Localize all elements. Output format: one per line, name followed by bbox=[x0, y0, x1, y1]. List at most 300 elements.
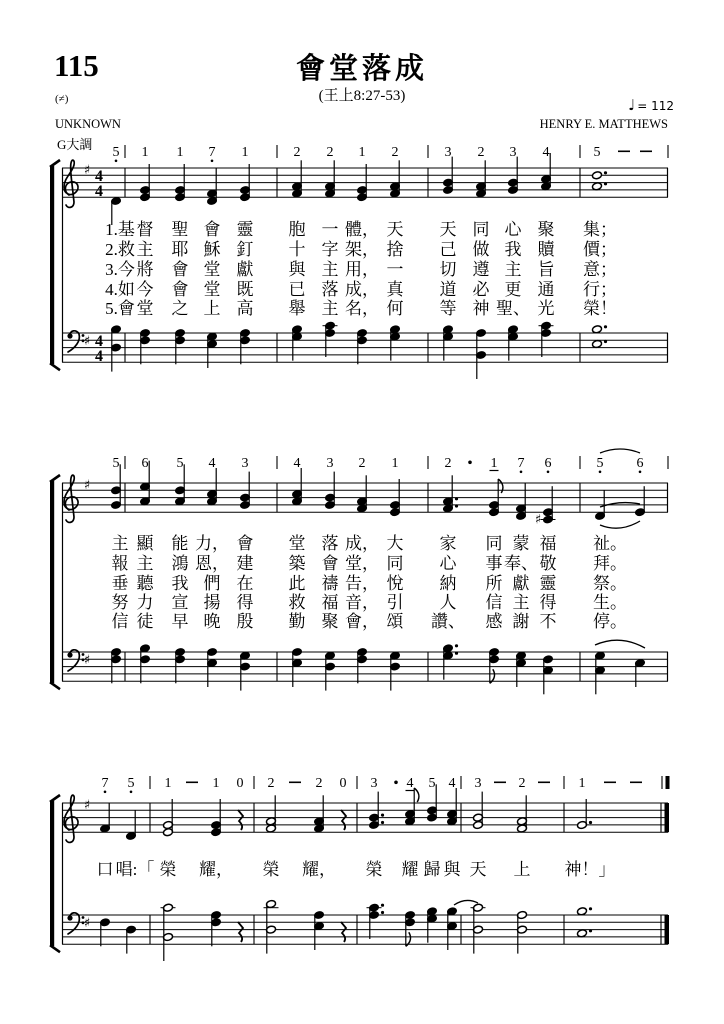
note-column bbox=[390, 651, 401, 690]
lyric-syllable: 切 bbox=[439, 260, 457, 279]
lyric-syllable: 堂 bbox=[288, 534, 306, 553]
lyric-syllable: 心 bbox=[439, 554, 457, 573]
lyric-syllable: 福 bbox=[539, 534, 557, 553]
lyric-syllable: 主 bbox=[321, 299, 339, 318]
lyric-syllable: 口 bbox=[96, 860, 114, 879]
lyric-syllable: 榮 bbox=[365, 860, 383, 879]
jianpu-number: 5 bbox=[428, 776, 436, 791]
jianpu-number: 7 bbox=[101, 776, 109, 791]
lyric-syllable: 主 bbox=[136, 554, 154, 573]
lyric-syllable: 體， bbox=[345, 220, 379, 239]
lyric-syllable: 力 bbox=[136, 593, 154, 612]
note-column bbox=[443, 475, 458, 513]
lyric-syllable: 事 bbox=[485, 554, 503, 573]
note-column bbox=[111, 464, 122, 509]
note-column bbox=[476, 329, 487, 379]
augmentation-dot bbox=[589, 929, 592, 932]
lyric-syllable: 會 bbox=[171, 260, 189, 279]
augmentation-dot bbox=[455, 644, 458, 647]
lyric-syllable: 穌 bbox=[203, 240, 221, 259]
lyric-syllable: 獻 bbox=[236, 260, 254, 279]
lyric-syllable: 此 bbox=[288, 574, 306, 593]
jianpu-number: 3 bbox=[326, 456, 334, 471]
lyric-syllable: 信 bbox=[111, 612, 129, 631]
augmentation-dot bbox=[604, 171, 607, 174]
lyric-syllable: 與 bbox=[443, 860, 461, 879]
jianpu-number: 5 bbox=[127, 776, 135, 791]
composer-credit: HENRY E. MATTHEWS bbox=[539, 117, 668, 131]
bass-clef-icon bbox=[67, 913, 84, 934]
lyric-syllable: 早 bbox=[171, 612, 189, 631]
bass-clef-icon bbox=[67, 650, 84, 671]
note-column bbox=[341, 810, 346, 830]
lyric-syllable: 宣 bbox=[171, 593, 189, 612]
lyric-syllable: 聖、 bbox=[496, 299, 530, 318]
jianpu-number: 3 bbox=[444, 145, 452, 160]
quarter-rest bbox=[341, 810, 346, 830]
bracket-hook-top bbox=[50, 160, 60, 167]
jianpu-number: 4 bbox=[293, 456, 301, 471]
jianpu-number: 1 bbox=[490, 456, 498, 471]
lyric-syllable: 已 bbox=[288, 280, 306, 299]
lyric-syllable: 引 bbox=[386, 593, 404, 612]
lyric-syllable: 一 bbox=[321, 220, 339, 239]
note-column bbox=[390, 160, 401, 198]
note-column bbox=[341, 922, 346, 942]
lyric-syllable: 耶 bbox=[171, 240, 189, 259]
note-column bbox=[207, 468, 218, 506]
jianpu-number: 2 bbox=[326, 145, 334, 160]
page-title: 會堂落成 bbox=[295, 53, 428, 85]
lyric-syllable: 所 bbox=[485, 574, 503, 593]
jianpu-number: 7 bbox=[517, 456, 525, 471]
lyric-syllable: 納 bbox=[439, 574, 457, 593]
scripture-reference: (王上8:27-53) bbox=[318, 88, 406, 104]
jianpu-low-octave-dot bbox=[520, 471, 523, 474]
lyric-syllable: 報 bbox=[111, 554, 129, 573]
jianpu-number: 4 bbox=[448, 776, 456, 791]
jianpu-number: 2 bbox=[358, 456, 366, 471]
lyric-syllable: 4.如 bbox=[105, 280, 135, 299]
lyric-syllable: 主 bbox=[321, 260, 339, 279]
slur bbox=[600, 521, 640, 528]
augmentation-dot bbox=[381, 821, 384, 824]
jianpu-low-octave-dot bbox=[547, 471, 550, 474]
lyric-syllable: 與 bbox=[288, 260, 306, 279]
note-column bbox=[325, 160, 336, 198]
lyric-syllable: 更 bbox=[504, 280, 522, 299]
lyric-syllable: 3.今 bbox=[105, 260, 135, 279]
lyric-syllable: 高 bbox=[236, 299, 254, 318]
lyric-syllable: 主 bbox=[504, 260, 522, 279]
jianpu-number: 2 bbox=[315, 776, 323, 791]
augmentation-dot bbox=[589, 907, 592, 910]
key-signature-sharp: ♯ bbox=[83, 478, 91, 493]
note-column bbox=[111, 648, 122, 684]
quarter-rest bbox=[238, 922, 243, 942]
jianpu-number: 3 bbox=[370, 776, 378, 791]
key-signature-sharp: ♯ bbox=[83, 334, 91, 349]
jianpu-number: 1 bbox=[391, 456, 399, 471]
note-column bbox=[357, 475, 368, 513]
jianpu-number: 5 bbox=[112, 456, 120, 471]
jianpu-row bbox=[102, 776, 670, 793]
quarter-rest bbox=[341, 922, 346, 942]
lyric-syllable: 榮！ bbox=[583, 299, 617, 318]
lyric-syllable: 頌 bbox=[386, 612, 404, 631]
lyric-syllable: 堂 bbox=[136, 299, 154, 318]
meter-mark: (≠) bbox=[55, 93, 69, 105]
final-barline-thick bbox=[665, 803, 670, 832]
lyric-syllable: 光 bbox=[537, 299, 555, 318]
bracket-hook-bottom bbox=[50, 945, 60, 952]
final-barline-thick bbox=[665, 915, 670, 944]
lyric-syllable: 唱:「 bbox=[115, 860, 155, 879]
bass-clef-icon bbox=[67, 331, 84, 352]
jianpu-number: 6 bbox=[636, 456, 644, 471]
jianpu-number: 2 bbox=[477, 145, 485, 160]
lyric-syllable: 天 bbox=[439, 220, 457, 239]
lyric-syllable: 建 bbox=[236, 554, 254, 573]
lyric-syllable: 得 bbox=[539, 593, 557, 612]
lyric-syllable: 停。 bbox=[593, 612, 627, 631]
note-column bbox=[405, 911, 416, 947]
note-column bbox=[292, 160, 303, 198]
lyrics-block bbox=[97, 859, 616, 879]
notehead bbox=[592, 171, 603, 180]
augmentation-dot bbox=[455, 504, 458, 507]
note-column bbox=[314, 795, 325, 833]
lyric-syllable: 名， bbox=[345, 299, 379, 318]
lyric-syllable: 集； bbox=[583, 220, 617, 239]
lyric-syllable: 勤 bbox=[288, 612, 306, 631]
lyric-syllable: 己 bbox=[439, 240, 457, 259]
lyric-syllable: 堂， bbox=[345, 554, 379, 573]
lyric-syllable: 不 bbox=[539, 612, 557, 631]
note-column bbox=[543, 655, 554, 694]
jianpu-number: 0 bbox=[236, 776, 244, 791]
jianpu-number: 2 bbox=[444, 456, 452, 471]
quarter-rest bbox=[238, 810, 243, 830]
note-column bbox=[292, 468, 303, 506]
hymn-number: 115 bbox=[54, 48, 99, 83]
jianpu-number: 3 bbox=[509, 145, 517, 160]
lyric-syllable: 靈 bbox=[236, 220, 254, 239]
lyric-syllable: 上 bbox=[203, 299, 221, 318]
lyric-syllable: 蒙 bbox=[512, 534, 530, 553]
time-signature-denominator: 4 bbox=[95, 348, 103, 365]
lyric-syllable: 5.會 bbox=[105, 299, 135, 318]
lyric-syllable: 遵 bbox=[472, 260, 490, 279]
lyric-syllable: 音， bbox=[345, 593, 379, 612]
note-column bbox=[126, 925, 137, 953]
jianpu-row bbox=[113, 145, 669, 162]
lyric-syllable: 敬 bbox=[539, 554, 557, 573]
lyric-syllable: 行； bbox=[583, 280, 617, 299]
lyric-syllable: 築 bbox=[288, 554, 306, 573]
augmentation-dot bbox=[455, 497, 458, 500]
time-signature-numerator: 4 bbox=[95, 168, 103, 185]
lyric-syllable: 垂 bbox=[111, 574, 129, 593]
eighth-flag bbox=[498, 479, 503, 493]
lyric-syllable: 必 bbox=[472, 280, 490, 299]
jianpu-number: 5 bbox=[593, 145, 601, 160]
lyric-syllable: 會 bbox=[321, 554, 339, 573]
note-column bbox=[517, 795, 528, 833]
jianpu-low-octave-dot bbox=[130, 791, 133, 794]
augmentation-dot bbox=[381, 911, 384, 914]
note-column bbox=[471, 903, 486, 953]
note-column bbox=[539, 321, 554, 357]
note-column bbox=[207, 168, 218, 206]
lyric-syllable: 將 bbox=[136, 260, 154, 279]
jianpu-low-octave-dot bbox=[639, 471, 642, 474]
jianpu-number: 1 bbox=[578, 776, 586, 791]
lyric-syllable: 2.救 bbox=[105, 240, 135, 259]
lyric-syllable: 奉、 bbox=[504, 554, 538, 573]
lyric-syllable: 釘 bbox=[236, 240, 254, 259]
lyric-syllable: 主 bbox=[111, 534, 129, 553]
key-signature-sharp: ♯ bbox=[83, 653, 91, 668]
bracket-hook-top bbox=[50, 475, 60, 482]
lyric-syllable: 等 bbox=[439, 299, 457, 318]
lyric-syllable: 十 bbox=[288, 240, 306, 259]
lyric-syllable: 做 bbox=[472, 240, 490, 259]
system-bracket bbox=[50, 481, 54, 683]
lyric-syllable: 祭。 bbox=[593, 574, 627, 593]
note-column bbox=[266, 795, 277, 833]
note-column bbox=[447, 788, 458, 826]
note-column bbox=[367, 903, 385, 939]
lyric-syllable: 通 bbox=[537, 280, 555, 299]
lyric-syllable: 聚 bbox=[321, 612, 339, 631]
lyricist-credit: UNKNOWN bbox=[55, 117, 121, 131]
lyric-syllable: 們 bbox=[203, 574, 221, 593]
lyric-syllable: 成， bbox=[345, 534, 379, 553]
augmentation-dot bbox=[381, 904, 384, 907]
lyric-syllable: 福 bbox=[321, 593, 339, 612]
jianpu-number: 7 bbox=[208, 145, 216, 160]
key-label: G大調 bbox=[57, 137, 93, 152]
lyric-syllable: 1.基 bbox=[105, 220, 135, 239]
treble-staff bbox=[62, 153, 668, 225]
note-column bbox=[595, 651, 606, 694]
note-column bbox=[175, 648, 186, 684]
jianpu-number: 2 bbox=[267, 776, 275, 791]
lyric-syllable: 落 bbox=[321, 534, 339, 553]
system-2 bbox=[50, 449, 668, 694]
jianpu-aug-dot bbox=[394, 781, 398, 785]
augmentation-dot bbox=[604, 325, 607, 328]
lyric-syllable: 天 bbox=[469, 860, 487, 879]
time-signature-denominator: 4 bbox=[95, 183, 103, 200]
lyric-syllable: 殷 bbox=[236, 612, 254, 631]
lyric-syllable: 會， bbox=[345, 612, 379, 631]
notehead bbox=[592, 182, 603, 191]
lyric-syllable: 堂 bbox=[203, 260, 221, 279]
lyric-syllable: 讚、 bbox=[431, 612, 465, 631]
note-column bbox=[592, 171, 607, 191]
lyric-syllable: 家 bbox=[439, 534, 457, 553]
lyric-syllable: 晚 bbox=[203, 612, 221, 631]
lyric-syllable: 救 bbox=[288, 593, 306, 612]
jianpu-low-octave-dot bbox=[211, 160, 214, 163]
note-column bbox=[592, 325, 607, 348]
lyric-syllable: 生。 bbox=[593, 593, 627, 612]
lyric-syllable: 在 bbox=[236, 574, 254, 593]
jianpu-final-barline bbox=[666, 776, 670, 789]
lyric-syllable: 會 bbox=[203, 220, 221, 239]
lyric-syllable: 揚 bbox=[203, 593, 221, 612]
lyric-syllable: 我 bbox=[171, 574, 189, 593]
jianpu-number: 2 bbox=[391, 145, 399, 160]
lyric-syllable: 力， bbox=[195, 534, 229, 553]
slur bbox=[600, 449, 640, 453]
bracket-hook-bottom bbox=[50, 682, 60, 689]
eighth-flag bbox=[414, 788, 419, 802]
augmentation-dot bbox=[455, 652, 458, 655]
lyric-syllable: 大 bbox=[386, 534, 404, 553]
bass-staff bbox=[62, 900, 669, 961]
jianpu-number: 2 bbox=[518, 776, 526, 791]
lyric-syllable: 上 bbox=[513, 860, 531, 879]
lyric-syllable: 今 bbox=[136, 280, 154, 299]
lyric-syllable: 心 bbox=[504, 220, 522, 239]
lyric-syllable: 會 bbox=[236, 534, 254, 553]
lyric-syllable: 能 bbox=[171, 534, 189, 553]
lyrics-block bbox=[105, 220, 617, 318]
note-column bbox=[175, 329, 186, 365]
lyric-syllable: 信 bbox=[485, 593, 503, 612]
lyric-syllable: 成， bbox=[345, 280, 379, 299]
lyric-syllable: 聽 bbox=[136, 574, 154, 593]
lyric-syllable: 用， bbox=[345, 260, 379, 279]
key-signature-sharp: ♯ bbox=[83, 916, 91, 931]
note-column bbox=[517, 911, 528, 954]
lyric-syllable: 我 bbox=[504, 240, 522, 259]
lyric-syllable: 感 bbox=[485, 612, 503, 631]
note-column bbox=[516, 483, 527, 521]
note-column bbox=[140, 329, 151, 365]
lyric-syllable: 同 bbox=[472, 220, 490, 239]
jianpu-number: 1 bbox=[212, 776, 220, 791]
lyric-syllable: 既 bbox=[236, 280, 254, 299]
jianpu-row bbox=[113, 456, 669, 473]
note-column bbox=[447, 907, 458, 950]
treble-clef-icon bbox=[64, 160, 78, 207]
note-column bbox=[240, 329, 251, 365]
lyric-syllable: 贖 bbox=[537, 240, 555, 259]
jianpu-number: 0 bbox=[339, 776, 347, 791]
notehead bbox=[577, 929, 588, 938]
lyric-syllable: 真 bbox=[386, 280, 404, 299]
jianpu-number: 3 bbox=[474, 776, 482, 791]
lyric-syllable: 徒 bbox=[136, 612, 154, 631]
lyric-syllable: 努 bbox=[111, 593, 129, 612]
treble-staff bbox=[62, 784, 669, 842]
lyric-syllable: 一 bbox=[386, 260, 404, 279]
note-column bbox=[489, 648, 500, 684]
lyric-syllable: 字 bbox=[321, 240, 339, 259]
tempo-value: = 112 bbox=[637, 99, 674, 113]
jianpu-number: 3 bbox=[241, 456, 249, 471]
treble-clef-icon bbox=[64, 795, 78, 842]
lyric-syllable: 神 bbox=[472, 299, 490, 318]
note-column bbox=[264, 900, 279, 954]
system-1 bbox=[50, 145, 668, 379]
lyric-syllable: 胞 bbox=[288, 220, 306, 239]
note-column bbox=[140, 644, 151, 683]
bracket-hook-top bbox=[50, 795, 60, 802]
lyric-syllable: 拜。 bbox=[593, 554, 627, 573]
lyric-syllable: 同 bbox=[386, 554, 404, 573]
jianpu-low-octave-dot bbox=[599, 471, 602, 474]
lyric-syllable: 會 bbox=[171, 280, 189, 299]
lyric-syllable: 何 bbox=[386, 299, 404, 318]
lyric-syllable: 神！」 bbox=[564, 860, 616, 879]
jianpu-number: 1 bbox=[241, 145, 249, 160]
lyrics-block bbox=[112, 534, 628, 631]
lyric-syllable: 天 bbox=[386, 220, 404, 239]
notehead bbox=[577, 907, 588, 916]
jianpu-number: 4 bbox=[406, 776, 414, 791]
jianpu-aug-dot bbox=[468, 461, 472, 465]
notehead bbox=[592, 340, 603, 349]
jianpu-number: 6 bbox=[141, 456, 149, 471]
lyric-syllable: 堂 bbox=[203, 280, 221, 299]
augmentation-dot bbox=[589, 821, 592, 824]
lyric-syllable: 舉 bbox=[288, 299, 306, 318]
lyric-syllable: 捨 bbox=[386, 240, 404, 259]
time-signature-numerator: 4 bbox=[95, 333, 103, 350]
note-column bbox=[100, 918, 111, 946]
note-column bbox=[211, 911, 222, 947]
note-column bbox=[238, 810, 243, 830]
jianpu-number: 4 bbox=[542, 145, 550, 160]
lyric-syllable: 旨 bbox=[537, 260, 555, 279]
jianpu-low-octave-dot bbox=[115, 160, 118, 163]
lyric-syllable: 靈 bbox=[539, 574, 557, 593]
lyric-syllable: 祉。 bbox=[593, 534, 627, 553]
key-signature-sharp: ♯ bbox=[83, 798, 91, 813]
jianpu-number: 4 bbox=[208, 456, 216, 471]
note-column bbox=[635, 659, 646, 687]
jianpu-number: 1 bbox=[141, 145, 149, 160]
lyric-syllable: 道 bbox=[439, 280, 457, 299]
note-column bbox=[405, 788, 419, 826]
lyric-syllable: 得 bbox=[236, 593, 254, 612]
bass-staff bbox=[62, 321, 668, 379]
jianpu-number: 5 bbox=[112, 145, 120, 160]
note-column bbox=[325, 651, 336, 690]
augmentation-dot bbox=[381, 814, 384, 817]
system-bracket bbox=[50, 801, 54, 946]
system-bracket bbox=[50, 166, 54, 364]
lyric-syllable: 聖 bbox=[171, 220, 189, 239]
key-signature-sharp: ♯ bbox=[83, 163, 91, 178]
lyric-syllable: 悅 bbox=[386, 574, 404, 593]
lyric-syllable: 鴻 bbox=[171, 554, 189, 573]
jianpu-number: 6 bbox=[544, 456, 552, 471]
bass-staff bbox=[62, 644, 668, 694]
lyric-syllable: 同 bbox=[485, 534, 503, 553]
note-column bbox=[476, 160, 487, 198]
lyric-syllable: 落 bbox=[321, 280, 339, 299]
augmentation-dot bbox=[604, 340, 607, 343]
lyric-syllable: 耀 bbox=[401, 860, 419, 879]
lyric-syllable: 耀， bbox=[199, 860, 233, 879]
lyric-syllable: 顯 bbox=[136, 534, 154, 553]
